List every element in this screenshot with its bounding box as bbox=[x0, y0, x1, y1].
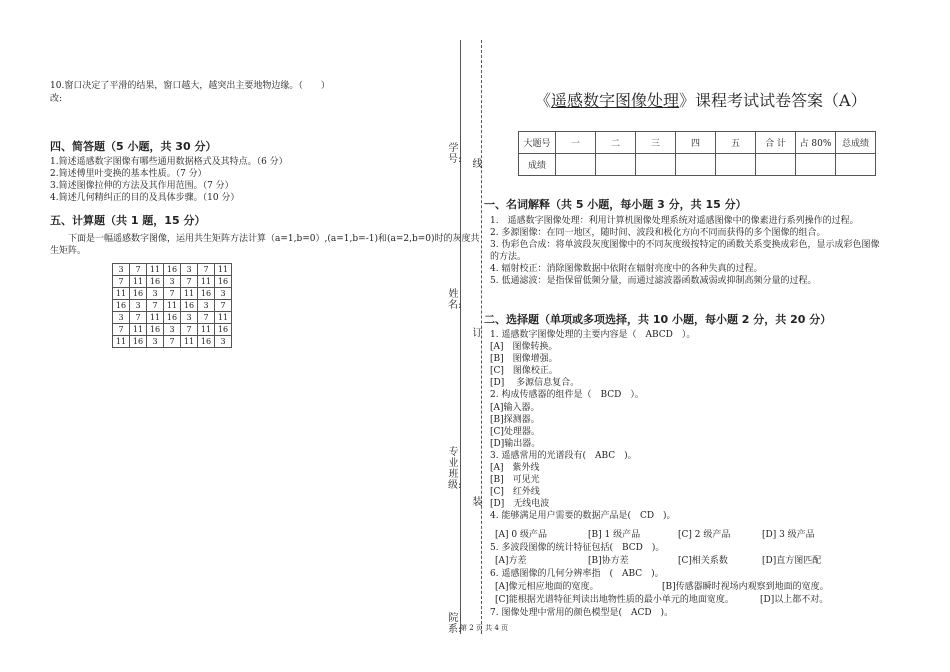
department-label: 院系: bbox=[448, 613, 462, 635]
score-header-cell: 三 bbox=[636, 132, 676, 154]
section-2-list bbox=[490, 329, 695, 523]
list-item: [B] 可见光 bbox=[490, 475, 540, 486]
matrix-cell: 3 bbox=[147, 288, 164, 300]
score-cell[interactable] bbox=[716, 154, 756, 176]
page-title: 《遥感数字图像处理》课程考试试卷答案（A） bbox=[535, 91, 867, 110]
section-2-title: 二、选择题（单项或多项选择，共 10 小题，每小题 2 分，共 20 分） bbox=[484, 313, 832, 326]
bind-mark: 订 bbox=[472, 328, 483, 339]
matrix-row bbox=[113, 276, 232, 288]
matrix-cell: 3 bbox=[181, 264, 198, 276]
matrix-row bbox=[113, 300, 232, 312]
matrix-cell: 7 bbox=[215, 300, 232, 312]
score-cell[interactable] bbox=[756, 154, 796, 176]
q6-option-c: [C]能根据光谱特征判读出地物性质的最小单元的地面宽度。 bbox=[495, 595, 734, 605]
score-header-cell: 合 计 bbox=[756, 132, 796, 154]
matrix-cell: 16 bbox=[215, 324, 232, 336]
course-name: 遥感数字图像处理 bbox=[551, 91, 680, 110]
list-item: 2.简述傅里叶变换的基本性质。（7 分） bbox=[50, 169, 207, 180]
matrix-cell: 3 bbox=[147, 336, 164, 348]
list-item: [C] 图像校正。 bbox=[490, 366, 558, 377]
score-cell[interactable] bbox=[556, 154, 596, 176]
matrix-cell: 11 bbox=[164, 300, 181, 312]
matrix-row bbox=[113, 288, 232, 300]
list-item: 的方法。 bbox=[490, 252, 527, 263]
score-header-cell: 二 bbox=[596, 132, 636, 154]
question-10: 10.窗口决定了平滑的结果，窗口越大，越突出主要地物边缘。（ ） bbox=[50, 81, 330, 91]
score-header-cell: 四 bbox=[676, 132, 716, 154]
matrix-cell: 11 bbox=[181, 336, 198, 348]
name-label: 姓名: bbox=[448, 289, 462, 311]
matrix-cell: 3 bbox=[215, 288, 232, 300]
score-cell[interactable] bbox=[796, 154, 836, 176]
score-cell[interactable] bbox=[676, 154, 716, 176]
list-item: 3.简述图像拉伸的方法及其作用范围。（7 分） bbox=[50, 181, 234, 192]
matrix-cell: 11 bbox=[215, 264, 232, 276]
matrix-cell: 7 bbox=[113, 276, 130, 288]
line-mark: 线 bbox=[472, 159, 483, 170]
matrix-cell: 11 bbox=[198, 324, 215, 336]
question-10-fix: 改: bbox=[50, 94, 63, 104]
q5-option-d: [D]直方图匹配 bbox=[762, 556, 822, 566]
class-label: 专业班级: bbox=[448, 447, 462, 491]
list-item: [A] 图像转换。 bbox=[490, 342, 558, 353]
list-item: [A]输入器。 bbox=[490, 402, 540, 413]
q4-option-d: [D] 3 级产品 bbox=[762, 530, 815, 540]
list-item: [D]输出器。 bbox=[490, 438, 541, 449]
install-mark: 装 bbox=[472, 497, 483, 508]
section-1-list bbox=[490, 215, 879, 288]
matrix-row bbox=[113, 324, 232, 336]
score-header-cell: 总成绩 bbox=[836, 132, 876, 154]
list-item: 4. 辐射校正：消除图像数据中依附在辐射亮度中的各种失真的过程。 bbox=[490, 264, 763, 275]
matrix-cell: 16 bbox=[198, 336, 215, 348]
image-matrix bbox=[112, 263, 232, 348]
list-item: 3. 遥感常用的光谱段有( ABC )。 bbox=[490, 450, 637, 461]
student-id-label: 学号: bbox=[448, 143, 462, 165]
q6-option-d: [D]以上都不对。 bbox=[760, 595, 829, 605]
score-row-label: 成绩 bbox=[519, 154, 556, 176]
q4-option-c: [C] 2 级产品 bbox=[678, 530, 731, 540]
matrix-cell: 3 bbox=[198, 300, 215, 312]
list-item: 1. 遥感数字图像处理：利用计算机图像处理系统对遥感图像中的像素进行系列操作的过程。 bbox=[490, 216, 859, 226]
score-cell[interactable] bbox=[836, 154, 876, 176]
q4-option-b: [B] 1 级产品 bbox=[588, 530, 641, 540]
matrix-cell: 7 bbox=[130, 312, 147, 324]
q5-option-a: [A]方差 bbox=[495, 556, 527, 566]
list-item: [D] 无线电波 bbox=[490, 499, 550, 510]
section-1-title: 一、名词解释（共 5 小题，每小题 3 分，共 15 分） bbox=[484, 198, 747, 211]
matrix-cell: 16 bbox=[164, 264, 181, 276]
matrix-cell: 7 bbox=[181, 276, 198, 288]
score-cell[interactable] bbox=[596, 154, 636, 176]
matrix-cell: 16 bbox=[130, 336, 147, 348]
matrix-cell: 3 bbox=[164, 324, 181, 336]
list-item: 1.简述遥感数字图像有哪些通用数据格式及其特点。（6 分） bbox=[50, 157, 288, 167]
score-cell[interactable] bbox=[636, 154, 676, 176]
matrix-cell: 11 bbox=[147, 264, 164, 276]
list-item: 1. 遥感数字图像处理的主要内容是（ ABCD ）。 bbox=[490, 330, 696, 340]
matrix-cell: 16 bbox=[147, 324, 164, 336]
matrix-cell: 3 bbox=[130, 300, 147, 312]
section-4-title: 四、简答题（5 小题，共 30 分） bbox=[50, 140, 217, 153]
matrix-cell: 16 bbox=[198, 288, 215, 300]
matrix-cell: 16 bbox=[113, 300, 130, 312]
q6-option-b: [B]传感器瞬时视场内观察到地面的宽度。 bbox=[662, 582, 829, 592]
list-item: [C] 红外线 bbox=[490, 487, 540, 498]
list-item: [B]探测器。 bbox=[490, 414, 540, 425]
score-header-cell: 五 bbox=[716, 132, 756, 154]
matrix-cell: 11 bbox=[130, 276, 147, 288]
matrix-row bbox=[113, 264, 232, 276]
section-5-text-cont: 生矩阵。 bbox=[50, 246, 87, 256]
matrix-cell: 7 bbox=[198, 312, 215, 324]
q5-option-b: [B]协方差 bbox=[588, 556, 629, 566]
matrix-cell: 16 bbox=[130, 288, 147, 300]
list-item: [B] 图像增强。 bbox=[490, 354, 558, 365]
matrix-cell: 7 bbox=[164, 336, 181, 348]
matrix-cell: 7 bbox=[164, 288, 181, 300]
matrix-cell: 16 bbox=[181, 300, 198, 312]
matrix-cell: 16 bbox=[164, 312, 181, 324]
matrix-cell: 7 bbox=[198, 264, 215, 276]
matrix-cell: 11 bbox=[113, 336, 130, 348]
matrix-cell: 3 bbox=[181, 312, 198, 324]
matrix-row bbox=[113, 312, 232, 324]
matrix-cell: 3 bbox=[113, 264, 130, 276]
question-5: 5. 多波段图像的统计特征包括( BCD )。 bbox=[490, 543, 665, 553]
section-5-text: 下面是一幅遥感数字图像，运用共生矩阵方法计算（a=1,b=0）,(a=1,b=-1)和(a=2,b=0)时的灰度共 bbox=[68, 234, 480, 244]
matrix-cell: 16 bbox=[215, 276, 232, 288]
list-item: 3. 伪彩色合成：将单波段灰度图像中的不同灰度级按特定的函数关系变换成彩色，显示成彩色图像 bbox=[490, 240, 880, 251]
list-item: [D] 多源信息复合。 bbox=[490, 378, 580, 389]
matrix-cell: 7 bbox=[130, 264, 147, 276]
list-item: [A] 紫外线 bbox=[490, 463, 540, 474]
score-header-cell: 大题号 bbox=[519, 132, 556, 154]
question-6: 6. 遥感图像的几何分辨率指 ( ABC )。 bbox=[490, 569, 664, 579]
matrix-cell: 11 bbox=[215, 312, 232, 324]
matrix-cell: 11 bbox=[130, 324, 147, 336]
list-item: [C]处理器。 bbox=[490, 426, 540, 437]
matrix-cell: 3 bbox=[113, 312, 130, 324]
list-item: 2. 构成传感器的组件是（ BCD ）。 bbox=[490, 390, 644, 401]
section-5-title: 五、计算题（共 1 题，15 分） bbox=[50, 214, 206, 227]
q4-option-a: [A] 0 级产品 bbox=[495, 530, 547, 540]
q5-option-c: [C]相关系数 bbox=[678, 556, 728, 566]
matrix-cell: 16 bbox=[147, 276, 164, 288]
matrix-row bbox=[113, 336, 232, 348]
matrix-cell: 11 bbox=[147, 312, 164, 324]
matrix-cell: 3 bbox=[164, 276, 181, 288]
matrix-cell: 7 bbox=[113, 324, 130, 336]
matrix-cell: 3 bbox=[215, 336, 232, 348]
score-header-cell: 占 80% bbox=[796, 132, 836, 154]
list-item: 5. 低通滤波：是指保留低频分量，而通过滤波器函数减弱或抑制高频分量的过程。 bbox=[490, 276, 817, 287]
matrix-cell: 7 bbox=[147, 300, 164, 312]
matrix-cell: 11 bbox=[198, 276, 215, 288]
section-4-list bbox=[50, 156, 288, 204]
matrix-cell: 7 bbox=[181, 324, 198, 336]
list-item: 4.简述几何精纠正的目的及具体步骤。（10 分） bbox=[50, 193, 240, 204]
matrix-cell: 11 bbox=[113, 288, 130, 300]
list-item: 2. 多源图像：在同一地区，随时间、波段和极化方向不同而获得的多个图像的组合。 bbox=[490, 228, 826, 239]
matrix-cell: 11 bbox=[181, 288, 198, 300]
question-7: 7. 图像处理中常用的颜色模型是( ACD )。 bbox=[490, 608, 674, 618]
list-item: 4. 能够满足用户需要的数据产品是( CD )。 bbox=[490, 511, 676, 522]
score-table bbox=[518, 131, 876, 176]
q6-option-a: [A]像元相应地面的宽度。 bbox=[495, 582, 599, 592]
score-header-cell: 一 bbox=[556, 132, 596, 154]
binding-line-left bbox=[460, 40, 461, 634]
page-footer: 第 2 页 共 4 页 bbox=[460, 624, 509, 632]
